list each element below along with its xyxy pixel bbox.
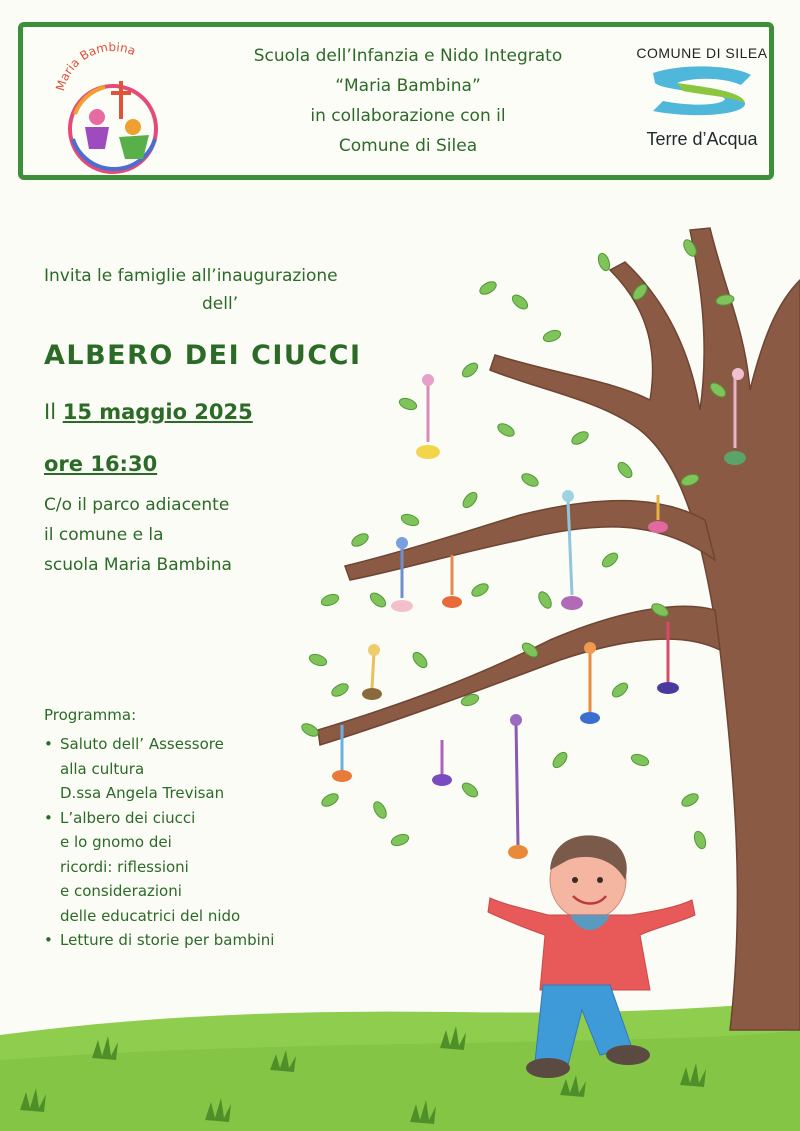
program-title: Programma:: [44, 706, 137, 724]
program-line: alla cultura: [60, 759, 145, 778]
comune-label: COMUNE DI SILEA: [636, 45, 768, 61]
svg-text:Maria Bambina: [53, 40, 138, 93]
place-line-3: scuola Maria Bambina: [44, 555, 232, 575]
tree-trunk: [318, 228, 800, 1030]
program-item: [44, 928, 374, 953]
event-title: ALBERO DEI CIUCCI: [44, 340, 362, 371]
program-list: [44, 732, 374, 953]
terre-acqua-s-icon: [633, 61, 771, 121]
event-time: ore 16:30: [44, 452, 158, 476]
program-line: ricordi: riflessioni: [60, 857, 189, 876]
place-line-2: il comune e la: [44, 525, 164, 545]
header-line-2: “Maria Bambina”: [335, 76, 481, 96]
program-item: [44, 806, 374, 929]
event-place: [44, 490, 232, 580]
program-line: delle educatrici del nido: [60, 906, 241, 925]
header-line-1: Scuola dell’Infanzia e Nido Integrato: [253, 46, 563, 66]
date-value: 15 maggio 2025: [62, 400, 253, 424]
invite-line-1: Invita le famiglie all’inaugurazione: [44, 266, 338, 286]
program-line: e considerazioni: [60, 882, 182, 900]
header-line-3: in collaborazione con il: [310, 106, 506, 126]
maria-bambina-logo: [45, 39, 175, 179]
program-item: [44, 732, 374, 806]
event-date: [44, 400, 253, 424]
grass: [0, 1000, 800, 1131]
header-text: [183, 41, 633, 161]
invite-text: [44, 262, 338, 318]
program-line: • Letture di storie per bambini: [60, 931, 275, 949]
program-line: • L’albero dei ciucci: [60, 808, 196, 827]
comune-logo: [633, 45, 771, 150]
header-line-4: Comune di Silea: [338, 136, 478, 156]
place-line-1: C/o il parco adiacente: [44, 495, 230, 515]
program-line: e lo gnomo dei: [60, 833, 172, 851]
header-box: [18, 22, 774, 180]
logo-left-text: Maria Bambina: [53, 39, 138, 93]
program-line: • Saluto dell’ Assessore: [60, 735, 224, 753]
date-prefix: Il: [44, 400, 57, 424]
program-line: D.ssa Angela Trevisan: [60, 784, 225, 802]
comune-brand: Terre d’Acqua: [646, 129, 758, 149]
invite-line-2: dell’: [202, 294, 239, 314]
